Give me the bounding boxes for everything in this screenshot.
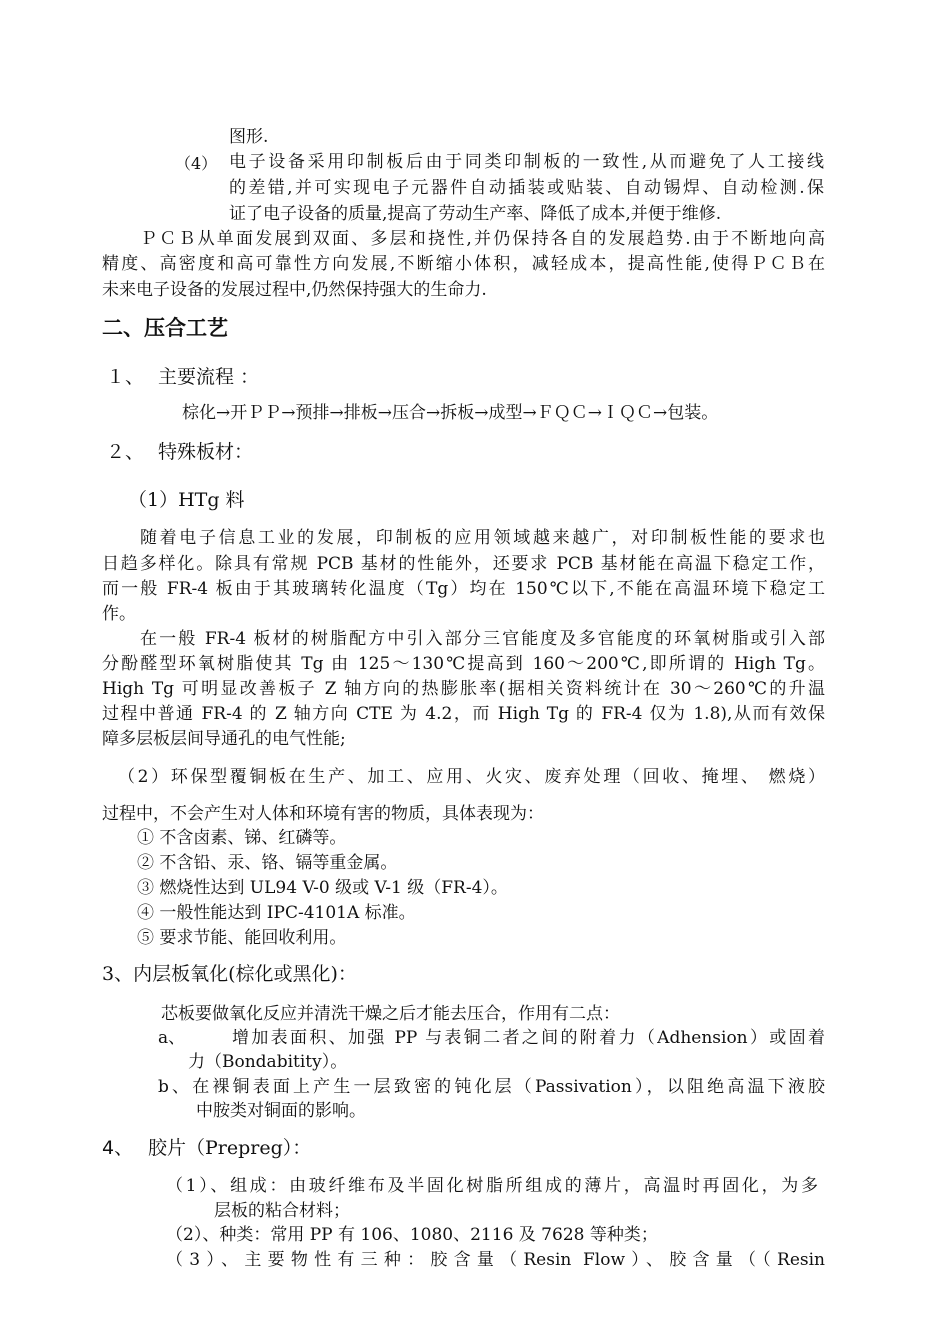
section-title: 二、压合工艺	[102, 316, 228, 340]
htg-p1-line-2: 日趋多样化。除具有常规 PCB 基材的性能外，还要求 PCB 基材能在高温下稳定工作，	[102, 554, 825, 574]
htg-p2-line-2: 分酚醛型环氧树脂使其 Tg 由 125～130℃提高到 160～200℃,即所谓的 High Tg。	[102, 654, 825, 674]
pcb-paragraph-line-2: 精度、高密度和高可靠性方向发展,不断缩小体积，减轻成本，提高性能,使得ＰＣＢ在	[102, 254, 825, 274]
oxidation-a-label: a、	[158, 1028, 186, 1048]
env-line-2: 过程中，不会产生对人体和环境有害的物质，具体表现为：	[102, 804, 544, 824]
env-item: ③ 燃烧性达到 UL94 V-0 级或 V-1 级（FR-4）。	[137, 878, 508, 898]
env-item: ④ 一般性能达到 IPC-4101A 标准。	[137, 903, 416, 923]
prepreg-1-line-1: （1）、组成：由玻纤维布及半固化树脂所组成的薄片，高温时再固化，为多	[166, 1176, 818, 1196]
oxidation-b-line-1: b、在裸铜表面上产生一层致密的钝化层（Passivation），以阻绝高温下液胶	[158, 1077, 825, 1097]
htg-title: （1）HTg 料	[128, 489, 245, 511]
item-4-number: （4）	[175, 154, 218, 173]
prepreg-3: （3）、主要物性有三种：胶含量（Resin Flow）、胶含量（（Resin	[166, 1250, 825, 1270]
intro-line-1: 图形.	[229, 127, 269, 147]
process-flow: 棕化→开ＰＰ→预排→排板→压合→拆板→成型→ＦＱＣ→ＩＱＣ→包装。	[182, 403, 719, 423]
prepreg-2: （2）、种类：常用 PP 有 106、1080、2116 及 7628 等种类；	[166, 1225, 658, 1245]
env-line-1: （2）环保型覆铜板在生产、加工、应用、火灾、废弃处理（回收、掩埋、 燃烧）	[118, 767, 825, 787]
env-item: ⑤ 要求节能、能回收利用。	[137, 928, 347, 948]
subsection-2-number: ２、	[106, 441, 145, 463]
subsection-1-title: 主要流程 ：	[158, 366, 260, 388]
subsection-4-number: 4、	[102, 1137, 134, 1159]
subsection-2-title: 特殊板材：	[158, 441, 254, 463]
item-4-line-2: 的差错,并可实现电子元器件自动插装或贴装、自动锡焊、自动检测.保	[229, 178, 824, 198]
htg-p2-line-5: 障多层板层间导通孔的电气性能;	[102, 729, 346, 749]
pcb-paragraph-line-1: ＰＣＢ从单面发展到双面、多层和挠性,并仍保持各自的发展趋势.由于不断地向高	[140, 229, 825, 249]
subsection-3-title: 3、内层板氧化(棕化或黑化)：	[102, 963, 357, 985]
htg-p2-line-3: High Tg 可明显改善板子 Z 轴方向的热膨胀率(据相关资料统计在 30～260℃的升温	[102, 679, 825, 699]
subsection-4-title: 胶片（Prepreg）：	[148, 1137, 312, 1159]
subsection-1-number: １、	[106, 366, 145, 388]
item-4-line-3: 证了电子设备的质量,提高了劳动生产率、降低了成本,并便于维修.	[229, 204, 722, 224]
htg-p2-line-4: 过程中普通 FR-4 的 Z 轴方向 CTE 为 4.2，而 High Tg 的 FR-4 仅为 1.8),从而有效保	[102, 704, 825, 724]
item-4-line-1: 电子设备采用印制板后由于同类印制板的一致性,从而避免了人工接线	[229, 152, 824, 172]
oxidation-intro: 芯板要做氧化反应并清洗干燥之后才能去压合，作用有二点：	[161, 1004, 620, 1024]
oxidation-a-line-1: 增加表面积、加强 PP 与表铜二者之间的附着力（Adhension）或固着	[232, 1028, 825, 1048]
prepreg-1-line-2: 层板的粘合材料；	[214, 1201, 350, 1221]
oxidation-a-line-2: 力（Bondabitity）。	[188, 1052, 348, 1072]
oxidation-b-line-2: 中胺类对铜面的影响。	[196, 1101, 366, 1121]
htg-p2-line-1: 在一般 FR-4 板材的树脂配方中引入部分三官能度及多官能度的环氧树脂或引入部	[140, 629, 825, 649]
env-item: ② 不含铅、汞、铬、镉等重金属。	[137, 853, 398, 873]
env-item: ① 不含卤素、锑、红磷等。	[137, 828, 347, 848]
htg-p1-line-3: 而一般 FR-4 板由于其玻璃转化温度（Tg）均在 150℃以下,不能在高温环境下稳定工	[102, 579, 825, 599]
pcb-paragraph-line-3: 未来电子设备的发展过程中,仍然保持强大的生命力.	[102, 280, 487, 300]
htg-p1-line-1: 随着电子信息工业的发展，印制板的应用领域越来越广，对印制板性能的要求也	[140, 528, 825, 548]
htg-p1-line-4: 作。	[102, 604, 136, 624]
